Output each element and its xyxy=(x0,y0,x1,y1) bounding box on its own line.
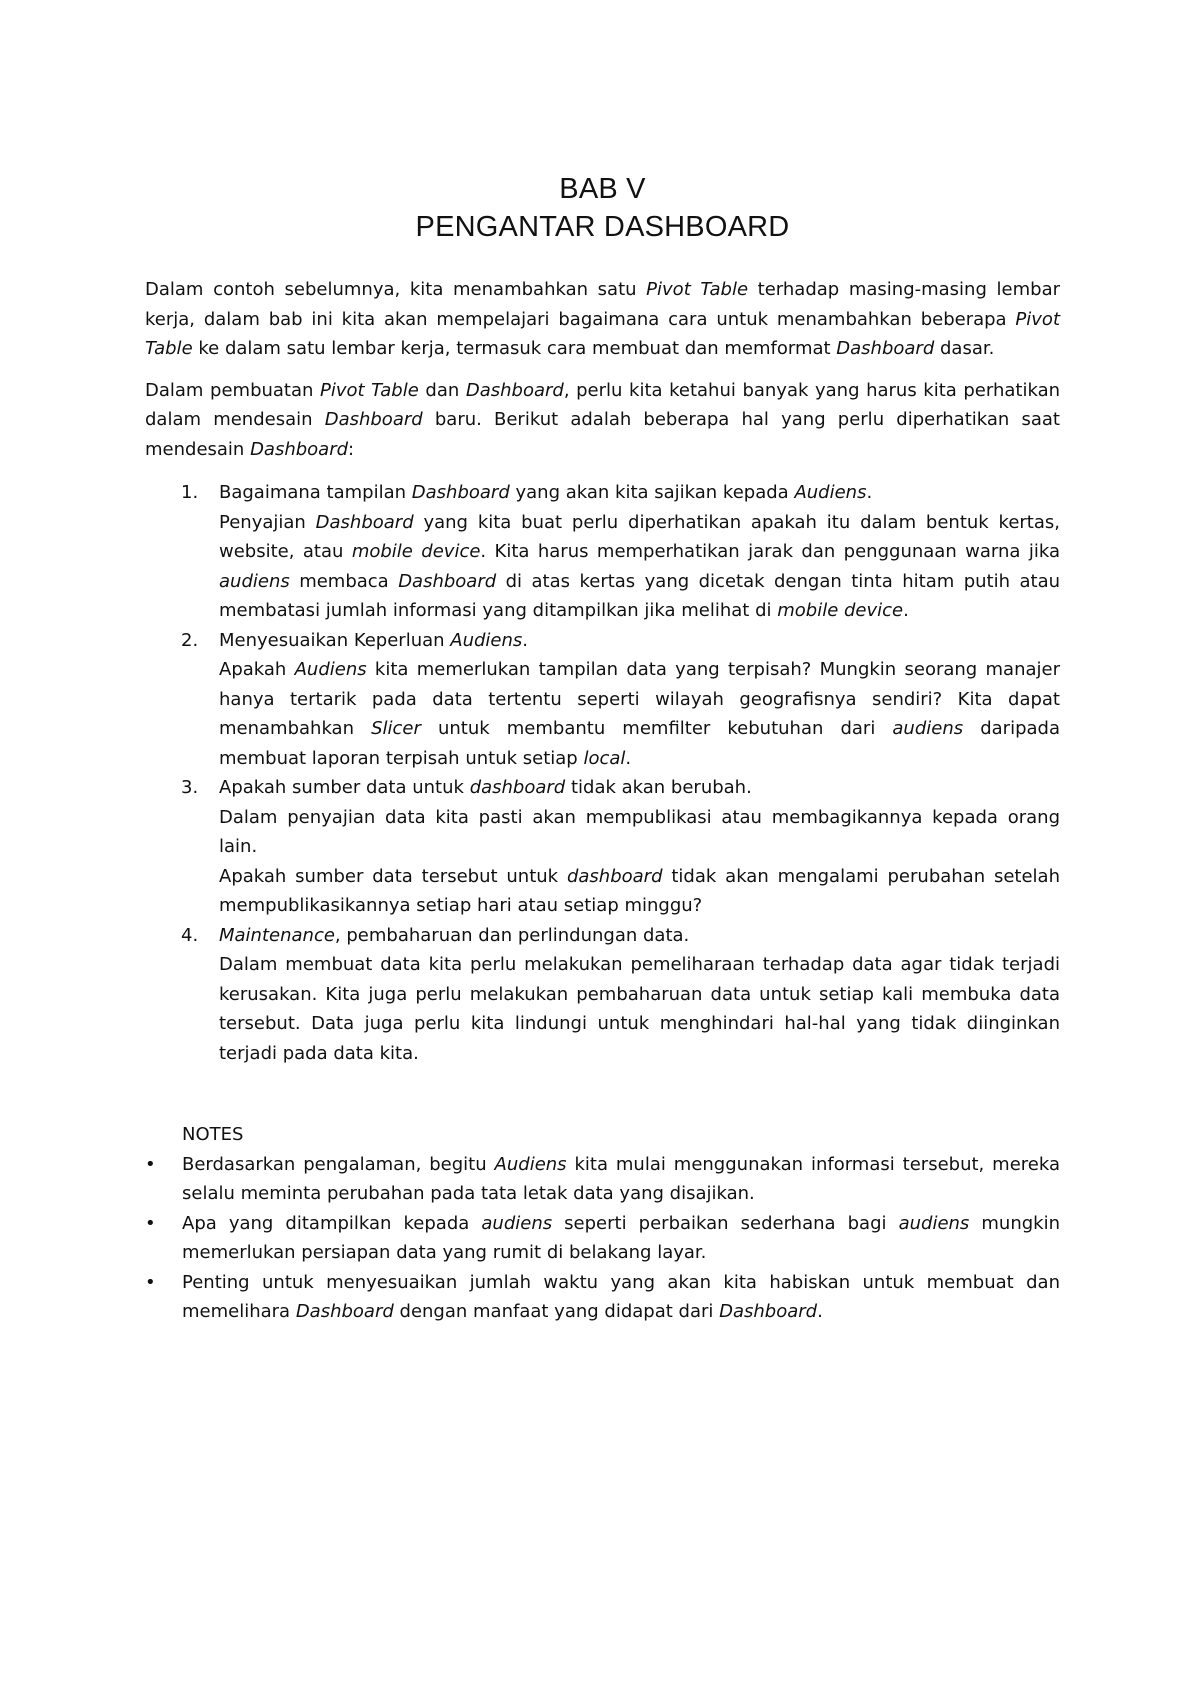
italic-term: Maintenance xyxy=(219,924,335,946)
text-run: . xyxy=(903,600,909,621)
text-run: , pembaharuan dan perlindungan data. xyxy=(334,924,690,946)
text-run: Apakah sumber data untuk xyxy=(219,777,470,798)
italic-term: mobile device xyxy=(351,541,481,562)
document-content xyxy=(145,170,1060,1327)
text-run: , perlu kita ketahui banyak yang harus kita perhatikan dalam mendesain xyxy=(145,379,1061,430)
text-run: ke dalam satu lembar kerja, termasuk cara membuat dan memformat xyxy=(192,338,837,359)
notes-section xyxy=(145,1120,1060,1327)
text-run: Penyajian xyxy=(219,511,316,533)
text-run: membaca xyxy=(289,570,399,592)
italic-term: audiens xyxy=(892,718,964,739)
italic-term: audiens xyxy=(219,570,290,592)
design-considerations-list xyxy=(145,478,1060,1068)
text-run: Menyesuaikan Keperluan xyxy=(219,629,451,651)
italic-term: Dashboard xyxy=(250,438,349,460)
list-number: 3. xyxy=(181,777,199,798)
text-run: untuk membantu memfilter kebutuhan dari xyxy=(420,718,893,739)
italic-term: Dashboard xyxy=(411,482,510,503)
note-item xyxy=(145,1209,1060,1268)
list-item-heading xyxy=(219,626,1060,656)
italic-term: Dashboard xyxy=(465,379,564,401)
note-item xyxy=(145,1150,1060,1209)
list-item-heading xyxy=(219,773,1060,803)
italic-term: local xyxy=(583,747,626,769)
note-item xyxy=(145,1268,1060,1327)
text-run: dasar. xyxy=(934,338,995,359)
italic-term: Dashboard xyxy=(398,570,497,592)
notes-list xyxy=(145,1150,1060,1327)
list-item-body xyxy=(219,655,1060,773)
text-run: Apakah sumber data tersebut untuk xyxy=(219,865,567,887)
text-run: tidak akan berubah. xyxy=(565,777,752,798)
list-item-body xyxy=(219,803,1060,921)
text-run: Berdasarkan pengalaman, begitu xyxy=(182,1153,495,1175)
list-number: 4. xyxy=(181,924,199,946)
list-item-heading xyxy=(219,921,1060,951)
list-item-body: Dalam membuat data kita perlu melakukan pemeliharaan terhadap data agar tidak terjadi kerusakan. Kita juga perlu melakukan pembaharuan data untuk setiap kali membuka data tersebut. Data juga perlu kita lindungi untuk menghindari hal-hal yang tidak diinginkan terjadi pada data kita. xyxy=(219,954,1060,1064)
bullet-icon: • xyxy=(145,1271,156,1293)
list-item xyxy=(145,773,1060,921)
italic-term: Pivot Table xyxy=(145,308,1060,359)
italic-term: Audiens xyxy=(494,1153,567,1175)
italic-term: Pivot Table xyxy=(320,379,419,401)
list-item-body xyxy=(219,508,1060,626)
italic-term: Pivot Table xyxy=(646,279,749,300)
italic-term: mobile device xyxy=(777,600,904,621)
list-item-heading xyxy=(219,478,1060,508)
intro-paragraph xyxy=(145,275,1060,364)
text-run: Penting untuk menyesuaikan jumlah waktu yang akan kita habiskan untuk membuat dan memelihara xyxy=(182,1271,1060,1322)
text-run: . xyxy=(522,629,529,651)
text-run: terhadap masing-masing lembar kerja, dalam bab ini kita akan mempelajari bagaimana cara untuk menambahkan beberapa xyxy=(145,279,1060,330)
italic-term: dashboard xyxy=(469,777,566,798)
text-run: . xyxy=(625,747,632,769)
italic-term: Audiens xyxy=(294,659,367,680)
chapter-name: PENGANTAR DASHBOARD xyxy=(415,211,790,243)
text-run: kita memerlukan tampilan data yang terpisah? Mungkin seorang manajer hanya tertarik pada data tertentu seperti wilayah geografisnya sendiri? Kita dapat menambahkan xyxy=(219,659,1060,739)
text-run: yang akan kita sajikan kepada xyxy=(509,482,795,503)
text-run: di atas kertas yang dicetak dengan tinta hitam putih atau membatasi jumlah informasi yang ditampilkan jika melihat di xyxy=(219,570,1061,621)
italic-term: dashboard xyxy=(566,865,663,887)
italic-term: Audiens xyxy=(450,629,523,651)
italic-term: Dashboard xyxy=(315,511,414,533)
text-run: kita mulai menggunakan informasi tersebut, mereka selalu meminta perubahan pada tata letak data yang disajikan. xyxy=(182,1153,1060,1204)
chapter-number: BAB V xyxy=(559,173,646,205)
italic-term: Slicer xyxy=(371,718,421,739)
italic-term: audiens xyxy=(481,1212,553,1234)
text-run: tidak akan mengalami perubahan setelah mempublikasikannya setiap hari atau setiap minggu? xyxy=(219,865,1060,916)
bullet-icon: • xyxy=(145,1212,156,1234)
text-run: seperti perbaikan sederhana bagi xyxy=(552,1212,899,1234)
text-run: . Kita harus memperhatikan jarak dan penggunaan warna jika xyxy=(480,541,1060,562)
text-run: Dalam pembuatan xyxy=(145,379,321,401)
text-run: : xyxy=(348,438,355,460)
italic-term: Audiens xyxy=(794,482,867,503)
design-paragraph xyxy=(145,376,1060,465)
text-run: mungkin memerlukan persiapan data yang rumit di belakang layar. xyxy=(182,1212,1060,1263)
italic-term: Dashboard xyxy=(836,338,935,359)
italic-term: Dashboard xyxy=(324,409,423,430)
chapter-title xyxy=(145,170,1060,246)
text-run: Apa yang ditampilkan kepada xyxy=(182,1212,482,1234)
list-item xyxy=(145,478,1060,626)
italic-term: audiens xyxy=(898,1212,970,1234)
text-run: Dalam contoh sebelumnya, kita menambahkan satu xyxy=(145,279,647,300)
text-run: baru. Berikut adalah beberapa hal yang perlu diperhatikan saat mendesain xyxy=(145,409,1060,460)
list-number: 2. xyxy=(181,629,199,651)
text-run: Bagaimana tampilan xyxy=(219,482,412,503)
text-run: yang kita buat perlu diperhatikan apakah itu dalam bentuk kertas, website, atau xyxy=(219,511,1060,562)
text-run: dan xyxy=(418,379,466,401)
text-run: Dalam penyajian data kita pasti akan mempublikasi atau membagikannya kepada orang lain. xyxy=(219,806,1060,857)
list-number: 1. xyxy=(181,482,199,503)
text-run: Apakah xyxy=(219,659,295,680)
text-run: dengan manfaat yang didapat dari xyxy=(393,1301,720,1322)
text-run: . xyxy=(866,482,873,503)
text-run: daripada membuat laporan terpisah untuk setiap xyxy=(219,718,1060,769)
list-item xyxy=(145,921,1060,1069)
italic-term: Dashboard xyxy=(295,1301,394,1322)
bullet-icon: • xyxy=(145,1153,156,1175)
text-run: . xyxy=(817,1301,823,1322)
italic-term: Dashboard xyxy=(719,1301,818,1322)
list-item xyxy=(145,626,1060,774)
notes-title: NOTES xyxy=(182,1124,244,1145)
